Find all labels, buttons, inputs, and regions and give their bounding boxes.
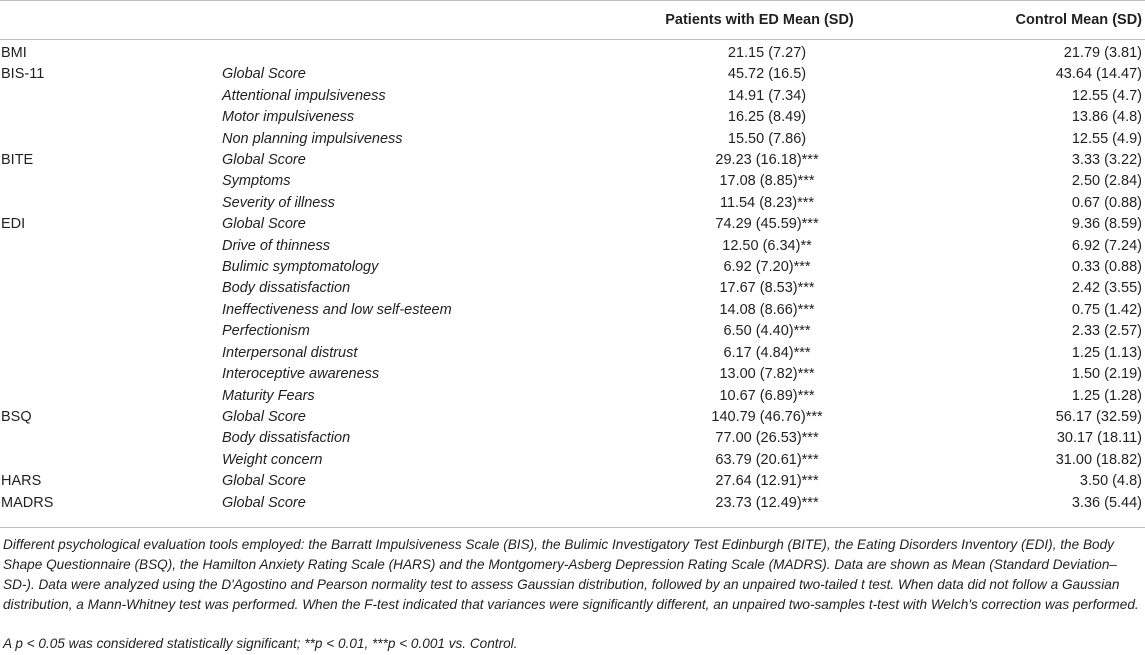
table-row xyxy=(0,321,1145,342)
header-group xyxy=(0,1,222,40)
table-row xyxy=(0,40,1145,65)
control-value: 1.50 (2.19) xyxy=(1071,366,1142,383)
control-value: 9.36 (8.59) xyxy=(1071,216,1142,233)
group-cell: BMI xyxy=(1,45,27,61)
measure-cell xyxy=(222,40,602,65)
table-footnote: Different psychological evaluation tools employed: the Barratt Impulsiveness Scale (BIS), the Bulimic Investigatory Test Edinburgh (BITE), the Eating Disorders Inventory (EDI), the Body Shape Questionnaire (BSQ), the Hamilton Anxiety Rating Scale (HARS) and the Montgomery-Asberg Depression Rating Scale (MADRS). Data are shown as Mean (Standard Deviation–SD-). Data were analyzed using the D'Agostino and Pearson normality test to assess Gaussian distribution, followed by an unpaired two-tailed t test. When data did not follow a Gaussian distribution, a Mann-Whitney test was performed. When the F-test indicated that variances were significantly different, an unpaired two-samples t-test with Welch's correction was performed. xyxy=(3,537,1139,612)
patients-ed-value: 17.08 (8.85)*** xyxy=(719,173,815,190)
patients-ed-value: 10.67 (6.89)*** xyxy=(719,387,815,404)
patients-ed-value: 11.54 (8.23)*** xyxy=(719,194,815,211)
patients-ed-value: 15.50 (7.86) xyxy=(727,130,807,147)
measure-cell: Non planning impulsiveness xyxy=(222,130,403,147)
patients-ed-value: 12.50 (6.34)** xyxy=(722,237,812,254)
measure-cell: Maturity Fears xyxy=(222,387,315,404)
measure-cell: Bulimic symptomatology xyxy=(222,259,379,276)
patients-ed-value: 13.00 (7.82)*** xyxy=(719,366,815,383)
measure-cell: Global Score xyxy=(222,66,306,83)
control-value: 30.17 (18.11) xyxy=(1056,430,1142,447)
measure-cell: Global Score xyxy=(222,216,306,233)
patients-ed-value: 74.29 (45.59)*** xyxy=(715,216,819,233)
patients-ed-value: 6.50 (4.40)*** xyxy=(723,323,811,340)
control-value: 43.64 (14.47) xyxy=(1055,66,1142,83)
control-value: 1.25 (1.13) xyxy=(1071,344,1142,361)
measure-cell: Symptoms xyxy=(222,173,291,190)
measure-cell: Global Score xyxy=(222,473,306,490)
measure-cell: Perfectionism xyxy=(222,323,310,340)
group-cell xyxy=(0,171,222,192)
table-row xyxy=(0,236,1145,257)
header-item xyxy=(222,1,602,40)
significance-note: A p < 0.05 was considered statistically significant; **p < 0.01, ***p < 0.001 vs. Control. xyxy=(3,636,518,651)
measure-cell: Motor impulsiveness xyxy=(222,109,355,126)
table-row xyxy=(0,386,1145,407)
measure-cell: Global Score xyxy=(222,408,306,425)
control-value: 2.33 (2.57) xyxy=(1071,323,1142,340)
measure-cell: Ineffectiveness and low self-esteem xyxy=(222,301,452,318)
measure-cell: Drive of thinness xyxy=(222,237,330,254)
patients-ed-value: 27.64 (12.91)*** xyxy=(715,473,819,490)
patients-ed-value: 23.73 (12.49)*** xyxy=(715,494,819,511)
group-cell: BSQ xyxy=(1,408,32,425)
header-control: Control Mean (SD) xyxy=(857,1,1145,40)
patients-ed-value: 16.25 (8.49) xyxy=(727,109,807,126)
table-row xyxy=(0,364,1145,385)
table-row xyxy=(0,64,1145,85)
control-value: 31.00 (18.82) xyxy=(1055,451,1142,468)
control-value: 3.36 (5.44) xyxy=(1071,494,1142,511)
table-row xyxy=(0,278,1145,299)
control-value: 0.67 (0.88) xyxy=(1071,194,1142,211)
control-value: 21.79 (3.81) xyxy=(1063,45,1142,61)
table-row xyxy=(0,257,1145,278)
patients-ed-value: 6.17 (4.84)*** xyxy=(723,344,811,361)
table-row xyxy=(0,428,1145,449)
control-value: 3.33 (3.22) xyxy=(1071,152,1142,169)
control-value: 12.55 (4.7) xyxy=(1071,87,1142,104)
control-value: 2.42 (3.55) xyxy=(1071,280,1142,297)
group-cell xyxy=(0,450,222,471)
group-cell xyxy=(0,236,222,257)
group-cell xyxy=(0,193,222,214)
group-cell xyxy=(0,343,222,364)
patients-ed-value: 14.08 (8.66)*** xyxy=(719,301,815,318)
table-row xyxy=(0,86,1145,107)
control-value: 6.92 (7.24) xyxy=(1071,237,1142,254)
control-value: 56.17 (32.59) xyxy=(1055,408,1142,425)
table-row xyxy=(0,450,1145,471)
patients-ed-value: 77.00 (26.53)*** xyxy=(715,430,819,447)
group-cell xyxy=(0,428,222,449)
table-bottom-rule xyxy=(0,527,1145,528)
table-row xyxy=(0,129,1145,150)
header-row xyxy=(0,1,1145,40)
patients-ed-value: 17.67 (8.53)*** xyxy=(719,280,815,297)
table-row xyxy=(0,193,1145,214)
measure-cell: Attentional impulsiveness xyxy=(222,87,386,104)
measure-cell: Severity of illness xyxy=(222,194,335,211)
group-cell xyxy=(0,386,222,407)
measure-cell: Global Score xyxy=(222,494,306,511)
patients-ed-value: 140.79 (46.76)*** xyxy=(711,408,823,425)
table-row xyxy=(0,343,1145,364)
group-cell: BITE xyxy=(1,152,34,169)
table-row xyxy=(0,214,1145,235)
control-value: 0.75 (1.42) xyxy=(1071,301,1142,318)
table-row xyxy=(0,150,1145,171)
group-cell xyxy=(0,257,222,278)
patients-ed-value: 63.79 (20.61)*** xyxy=(715,451,819,468)
group-cell xyxy=(0,364,222,385)
table-row xyxy=(0,407,1145,428)
group-cell: BIS-11 xyxy=(1,66,45,83)
group-cell: MADRS xyxy=(1,494,54,511)
measure-cell: Global Score xyxy=(222,152,306,169)
control-value: 3.50 (4.8) xyxy=(1079,473,1142,490)
table-header xyxy=(0,1,1145,40)
measure-cell: Weight concern xyxy=(222,451,323,468)
table-row xyxy=(0,107,1145,128)
measure-cell: Interoceptive awareness xyxy=(222,366,380,383)
group-cell: EDI xyxy=(1,216,26,233)
group-cell xyxy=(0,321,222,342)
patients-ed-value: 21.15 (7.27) xyxy=(727,45,807,61)
table-row xyxy=(0,171,1145,192)
control-value: 0.33 (0.88) xyxy=(1071,259,1142,276)
group-cell xyxy=(0,278,222,299)
measure-cell: Body dissatisfaction xyxy=(222,430,351,447)
table-body xyxy=(0,40,1145,517)
control-value: 13.86 (4.8) xyxy=(1071,109,1142,126)
patients-ed-value: 14.91 (7.34) xyxy=(727,87,807,104)
table-row xyxy=(0,300,1145,321)
control-value: 12.55 (4.9) xyxy=(1071,130,1142,147)
group-cell xyxy=(0,129,222,150)
measure-cell: Interpersonal distrust xyxy=(222,344,358,361)
control-value: 1.25 (1.28) xyxy=(1071,387,1142,404)
patients-ed-value: 6.92 (7.20)*** xyxy=(723,259,811,276)
measure-cell: Body dissatisfaction xyxy=(222,280,351,297)
patients-ed-value: 29.23 (16.18)*** xyxy=(715,152,819,169)
table-row xyxy=(0,471,1145,492)
table-row xyxy=(0,493,1145,517)
group-cell xyxy=(0,107,222,128)
patients-ed-value: 45.72 (16.5) xyxy=(727,66,807,83)
header-patients-ed: Patients with ED Mean (SD) xyxy=(602,1,857,40)
group-cell: HARS xyxy=(1,473,42,490)
group-cell xyxy=(0,86,222,107)
control-value: 2.50 (2.84) xyxy=(1071,173,1142,190)
group-cell xyxy=(0,300,222,321)
